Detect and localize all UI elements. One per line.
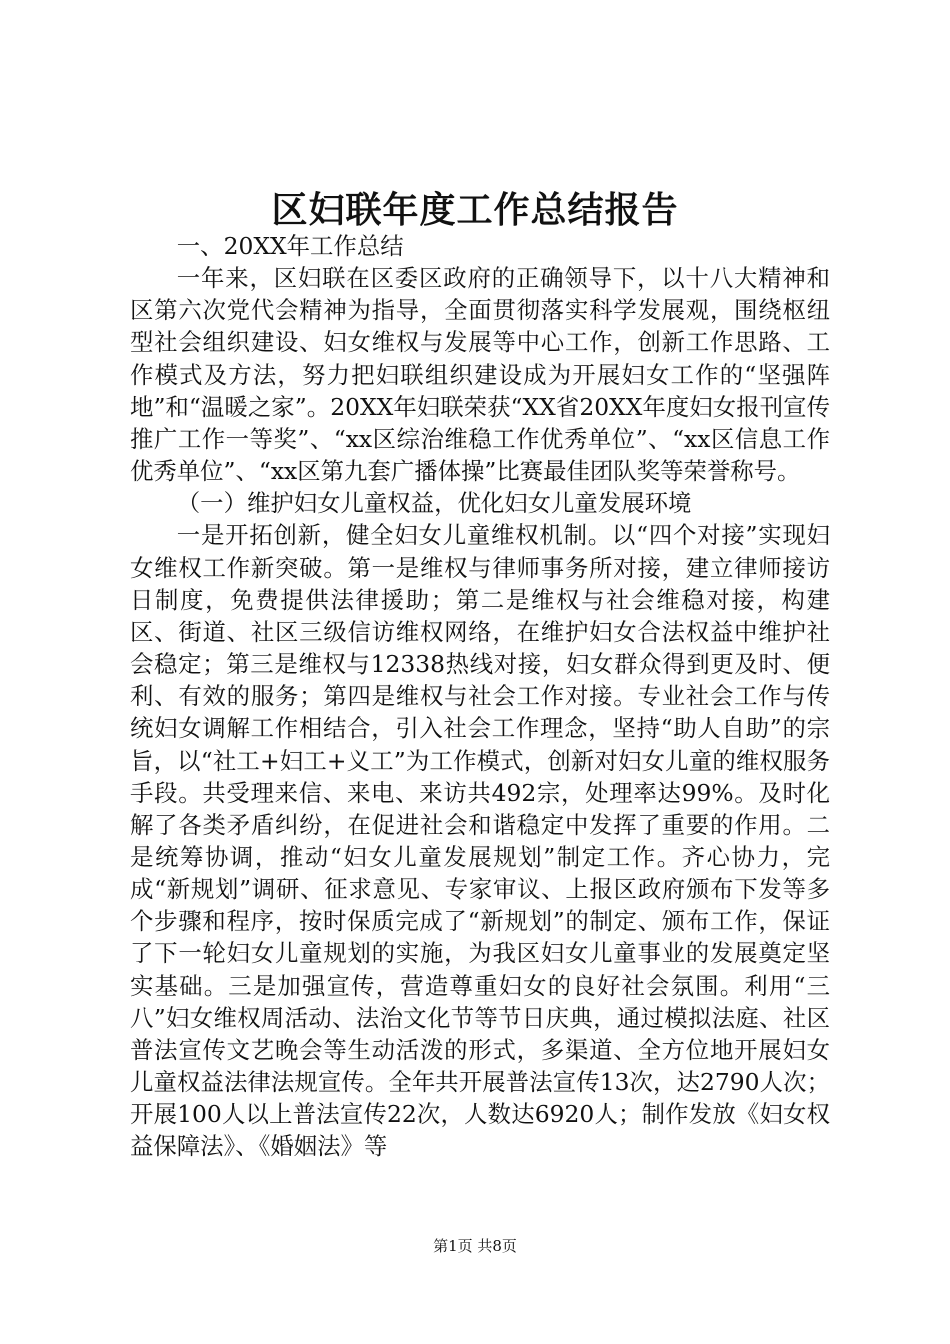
document-title: 区妇联年度工作总结报告 (271, 189, 679, 231)
rights-paragraph: 一是开拓创新，健全妇女儿童维权机制。以“四个对接”实现妇女维权工作新突破。第一是维权与律师事务所对接，建立律师接访日制度，免费提供法律援助；第二是维权与社会维稳对接，构建区、街道、社区三级信访维权网络，在维护妇女合法权益中维护社会稳定；第三是维权与12338热线对接，妇女群众得到更及时、便利、有效的服务；第四是维权与社会工作对接。专业社会工作与传统妇女调解工作相结合，引入社会工作理念，坚持“助人自助”的宗旨，以“社工+妇工+义工”为工作模式，创新对妇女儿童的维权服务手段。共受理来信、来电、来访共492宗，处理率达99%。及时化解了各类矛盾纠纷，在促进社会和谐稳定中发挥了重要的作用。二是统筹协调，推动“妇女儿童发展规划”制定工作。齐心协力，完成“新规划”调研、征求意见、专家审议、上报区政府颁布下发等多个步骤和程序，按时保质完成了“新规划”的制定、颁布工作，保证了下一轮妇女儿童规划的实施，为我区妇女儿童事业的发展奠定坚实基础。三是加强宣传，营造尊重妇女的良好社会氛围。利用“三八”妇女维权周活动、法治文化节等节日庆典，通过模拟法庭、社区普法宣传文艺晚会等生动活泼的形式，多渠道、全方位地开展妇女儿童权益法律法规宣传。全年共开展普法宣传13次，达2790人次；开展100人以上普法宣传22次，人数达6920人；制作发放《妇女权益保障法》、《婚姻法》等 (130, 521, 830, 1161)
section-heading: 一、20XX年工作总结 (176, 232, 404, 260)
summary-paragraph: 一年来，区妇联在区委区政府的正确领导下，以十八大精神和区第六次党代会精神为指导，全面贯彻落实科学发展观，围绕枢纽型社会组织建设、妇女维权与发展等中心工作，创新工作思路、工作模式及方法，努力把妇联组织建设成为开展妇女工作的“坚强阵地”和“温暖之家”。20XX年妇联荣获“XX省20XX年度妇女报刊宣传推广工作一等奖”、“xx区综治维稳工作优秀单位”、“xx区信息工作优秀单位”、“xx区第九套广播体操”比赛最佳团队奖等荣誉称号。 (130, 264, 830, 486)
page-footer: 第1页 共8页 (433, 1237, 517, 1255)
document-body (130, 230, 830, 1163)
subsection-heading: （一）维护妇女儿童权益，优化妇女儿童发展环境 (176, 489, 692, 518)
